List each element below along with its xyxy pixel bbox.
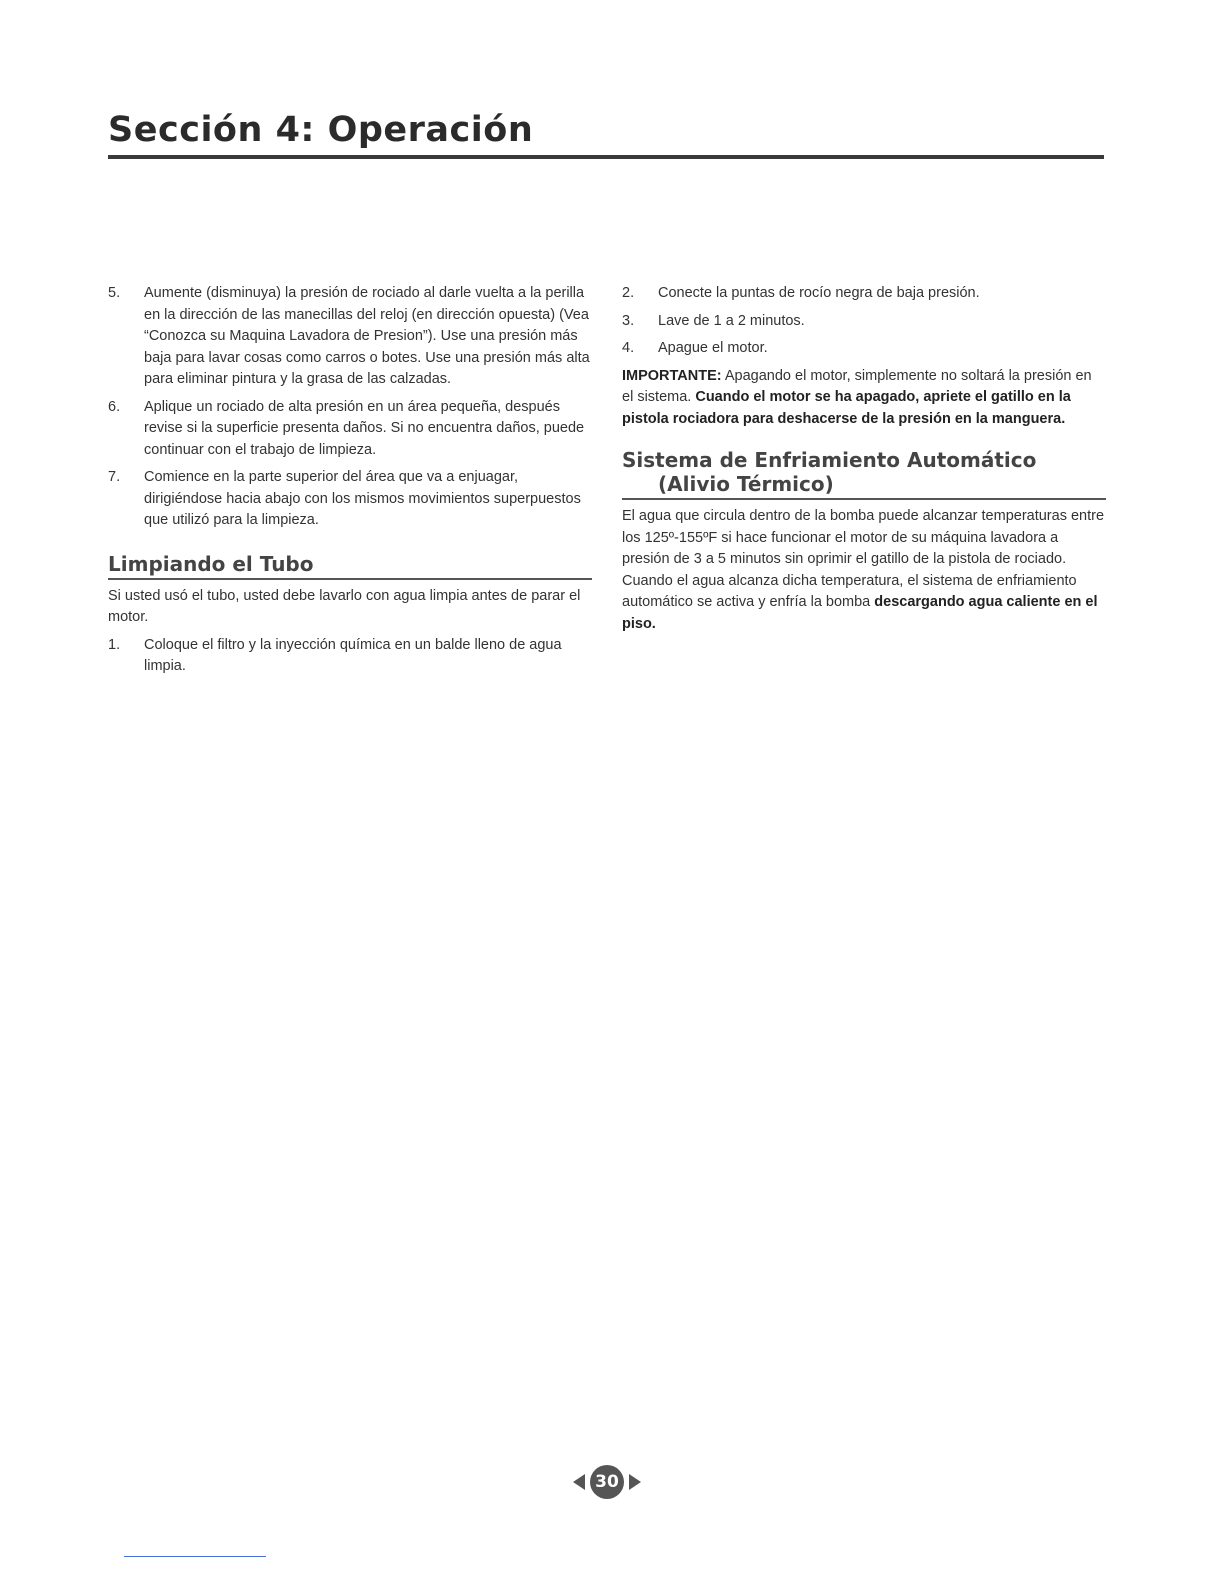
intro-paragraph: Si usted usó el tubo, usted debe lavarlo con agua limpia antes de parar el motor. [108,587,581,625]
cooling-bold-text: descargando agua caliente en el piso. [622,594,1098,632]
step-number: 1. [108,636,121,653]
important-text: Apagando el motor, simplemente no soltará la presión en el sistema. [622,367,1092,405]
heading-line-1: Sistema de Enfriamiento Automático [622,448,1037,472]
section-heading-sistema [622,448,1106,500]
list-item [622,283,1106,305]
list-item [108,635,592,678]
list-item [108,397,592,462]
cooling-paragraph [622,506,1106,635]
step-number: 4. [622,340,635,356]
step-text: Aplique un rociado de alta presión en un área pequeña, después revise si la superficie presenta daños. Si no encuentra daños, puede continuar con el trabajo de limpieza. [144,398,585,458]
important-bold-text: Cuando el motor se ha apagado, apriete el gatillo en la pistola rociadora para deshacerse de la presión en la manguera. [622,389,1071,427]
step-number: 5. [108,285,121,301]
step-text: Lave de 1 a 2 minutos. [658,312,805,329]
steps-list-2 [108,635,592,678]
title-rule [108,155,1104,159]
left-column [108,283,592,684]
list-item [108,283,592,391]
right-column [622,283,1106,641]
step-text: Conecte la puntas de rocío negra de baja presión. [658,285,980,301]
page-number-badge [573,1464,641,1500]
step-number: 7. [108,469,121,485]
step-text: Comience en la parte superior del área que va a enjuagar, dirigiéndose hacia abajo con los mismos movimientos superpuestos que utilizó para la limpieza. [144,469,581,528]
page-number: 30 [595,1472,619,1492]
footer-line [124,1556,266,1557]
step-text: Aumente (disminuya) la presión de rociado al darle vuelta a la perilla en la dirección de las manecillas del reloj (en dirección opuesta) (Vea “Conozca su Maquina Lavadora de Presion”). Use una presión más baja para lavar cosas como carros o botes. Use una presión más alta para eliminar pintura y la grasa de las calzadas. [144,285,590,387]
cooling-text: El agua que circula dentro de la bomba puede alcanzar temperaturas entre los 125º-155ºF si hace funcionar el motor de su máquina lavadora a presión de 3 a 5 minutos sin oprimir el gatillo de la pistola de rociado. Cuando el agua alcanza dicha temperatura, el sistema de enfriamiento automático se activa y enfría la bomba [622,508,1105,610]
list-item [108,467,592,532]
step-number: 6. [108,398,121,415]
step-number: 2. [622,285,635,301]
step-number: 3. [622,312,635,329]
steps-list-3 [622,283,1106,360]
list-item [622,338,1106,360]
important-note [622,366,1106,431]
important-label: IMPORTANTE: [622,367,722,384]
step-text: Apague el motor. [658,340,768,356]
step-text: Coloque el filtro y la inyección química en un balde lleno de agua limpia. [144,636,562,674]
heading-line-2: (Alivio Térmico) [658,472,834,496]
steps-list-1 [108,283,592,532]
section-heading-limpiando: Limpiando el Tubo [108,552,592,580]
list-item [622,311,1106,333]
page-title: Sección 4: Operación [108,110,534,150]
